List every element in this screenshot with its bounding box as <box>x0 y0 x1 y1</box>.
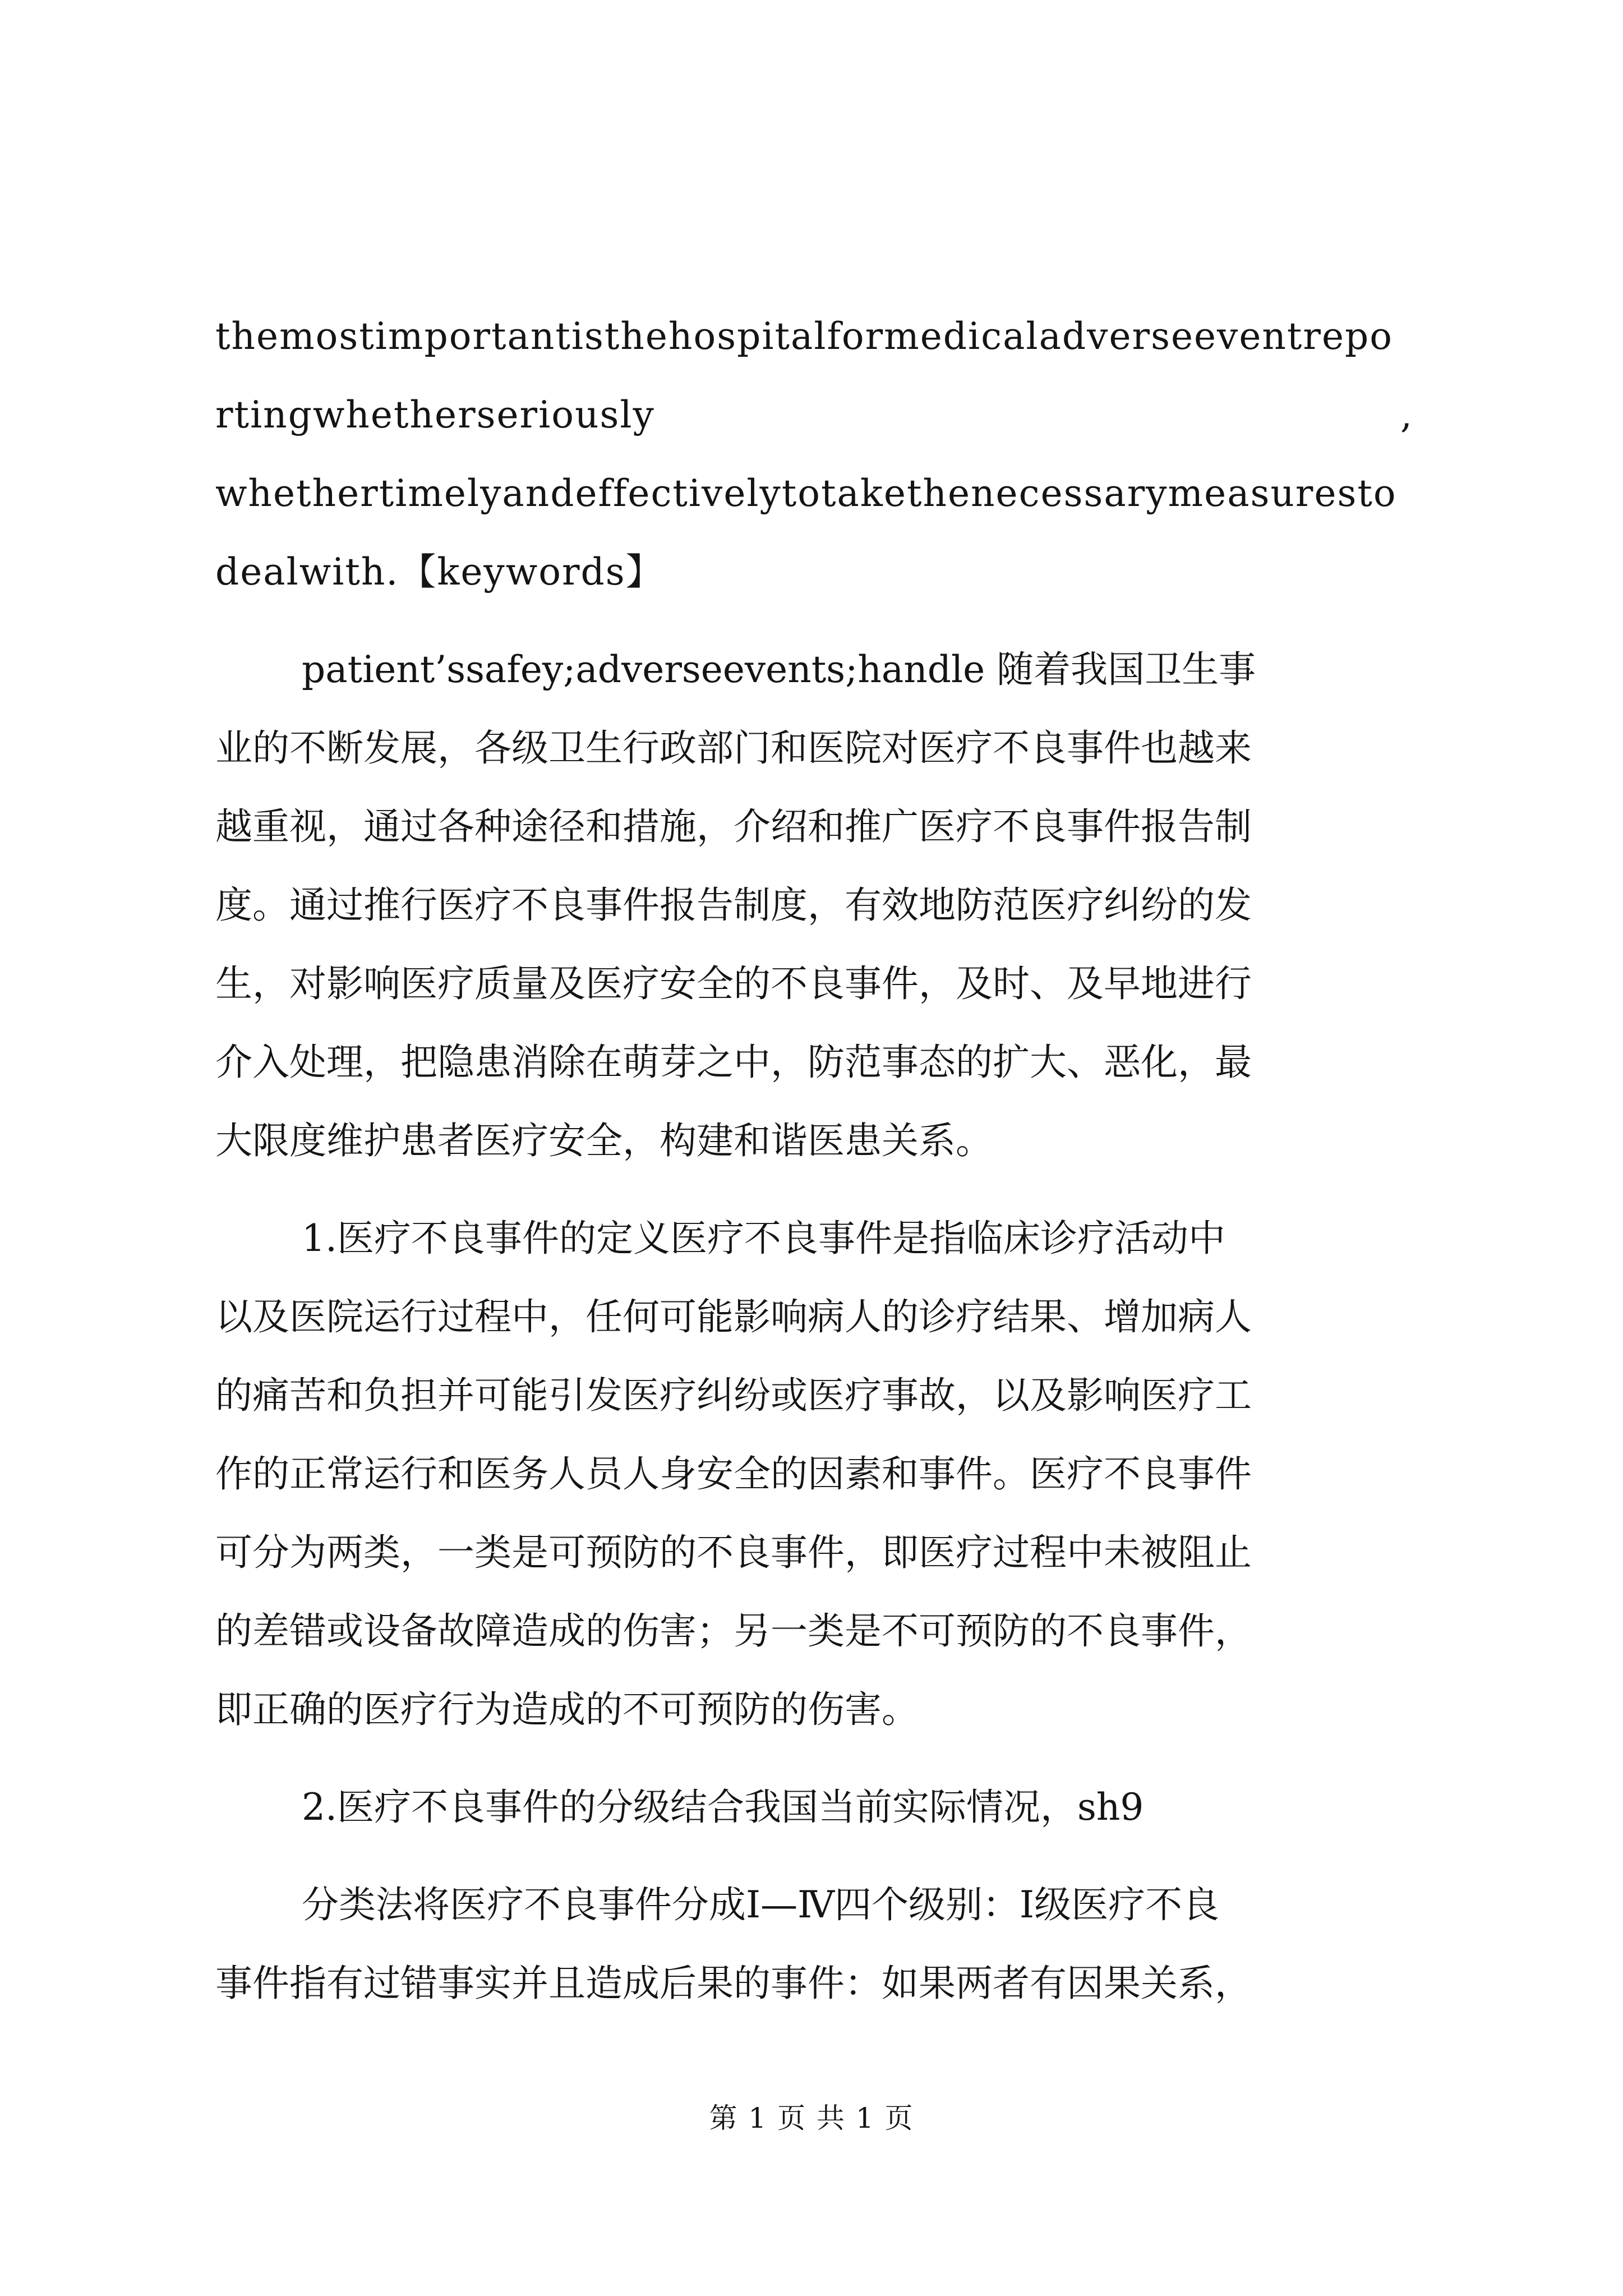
paragraph-line: 度。通过推行医疗不良事件报告制度，有效地防范医疗纠纷的发 <box>215 884 1252 927</box>
paragraph-line: 生，对影响医疗质量及医疗安全的不良事件，及时、及早地进行 <box>215 962 1252 1005</box>
paragraph-section-1 <box>215 1199 1413 1749</box>
body-text <box>215 297 1413 2023</box>
paragraph-line: 即正确的医疗行为造成的不可预防的伤害。 <box>215 1688 919 1731</box>
paragraph-line: 事件指有过错事实并且造成后果的事件：如果两者有因果关系， <box>215 1962 1252 2005</box>
paragraph-section-3 <box>215 1866 1413 2023</box>
paragraph-line: 业的不断发展，各级卫生行政部门和医院对医疗不良事件也越来 <box>215 726 1252 770</box>
paragraph-line: 介入处理，把隐患消除在萌芽之中，防范事态的扩大、恶化，最 <box>215 1041 1252 1084</box>
paragraph-line: 1.医疗不良事件的定义医疗不良事件是指临床诊疗活动中 <box>302 1217 1225 1260</box>
abstract-line-left: rtingwhetherseriously <box>215 393 655 436</box>
paragraph-section-2 <box>215 1768 1413 1847</box>
abstract-line: dealwith.【keywords】 <box>215 550 664 593</box>
paragraph-line: 可分为两类，一类是可预防的不良事件，即医疗过程中未被阻止 <box>215 1531 1252 1574</box>
paragraph-line: 作的正常运行和医务人员人身安全的因素和事件。医疗不良事件 <box>215 1452 1252 1496</box>
paragraph-line: patient’ssafey;adverseevents;handle 随着我国卫生事 <box>302 648 1256 691</box>
page-footer: 第 1 页 共 1 页 <box>709 2102 914 2134</box>
paragraph-line: 的痛苦和负担并可能引发医疗纠纷或医疗事故，以及影响医疗工 <box>215 1374 1252 1417</box>
paragraph-line: 2.医疗不良事件的分级结合我国当前实际情况，sh9 <box>302 1786 1144 1829</box>
paragraph-line: 分类法将医疗不良事件分成Ⅰ—Ⅳ四个级别：Ⅰ级医疗不良 <box>302 1883 1220 1926</box>
paragraph-line: 以及医院运行过程中，任何可能影响病人的诊疗结果、增加病人 <box>215 1295 1252 1338</box>
paragraph-line: 大限度维护患者医疗安全，构建和谐医患关系。 <box>215 1119 993 1162</box>
abstract-line-right: , <box>1400 393 1413 436</box>
abstract-line: whethertimelyandeffectivelytotakethenecessarymeasuresto <box>215 472 1397 515</box>
abstract-line: themostimportantisthehospitalformedicaladverseeventrepo <box>215 315 1394 358</box>
paragraph-line: 的差错或设备故障造成的伤害；另一类是不可预防的不良事件， <box>215 1609 1252 1653</box>
abstract-line <box>215 376 1413 454</box>
paragraph-intro <box>215 631 1413 1180</box>
paragraph-line: 越重视，通过各种途径和措施，介绍和推广医疗不良事件报告制 <box>215 805 1252 848</box>
